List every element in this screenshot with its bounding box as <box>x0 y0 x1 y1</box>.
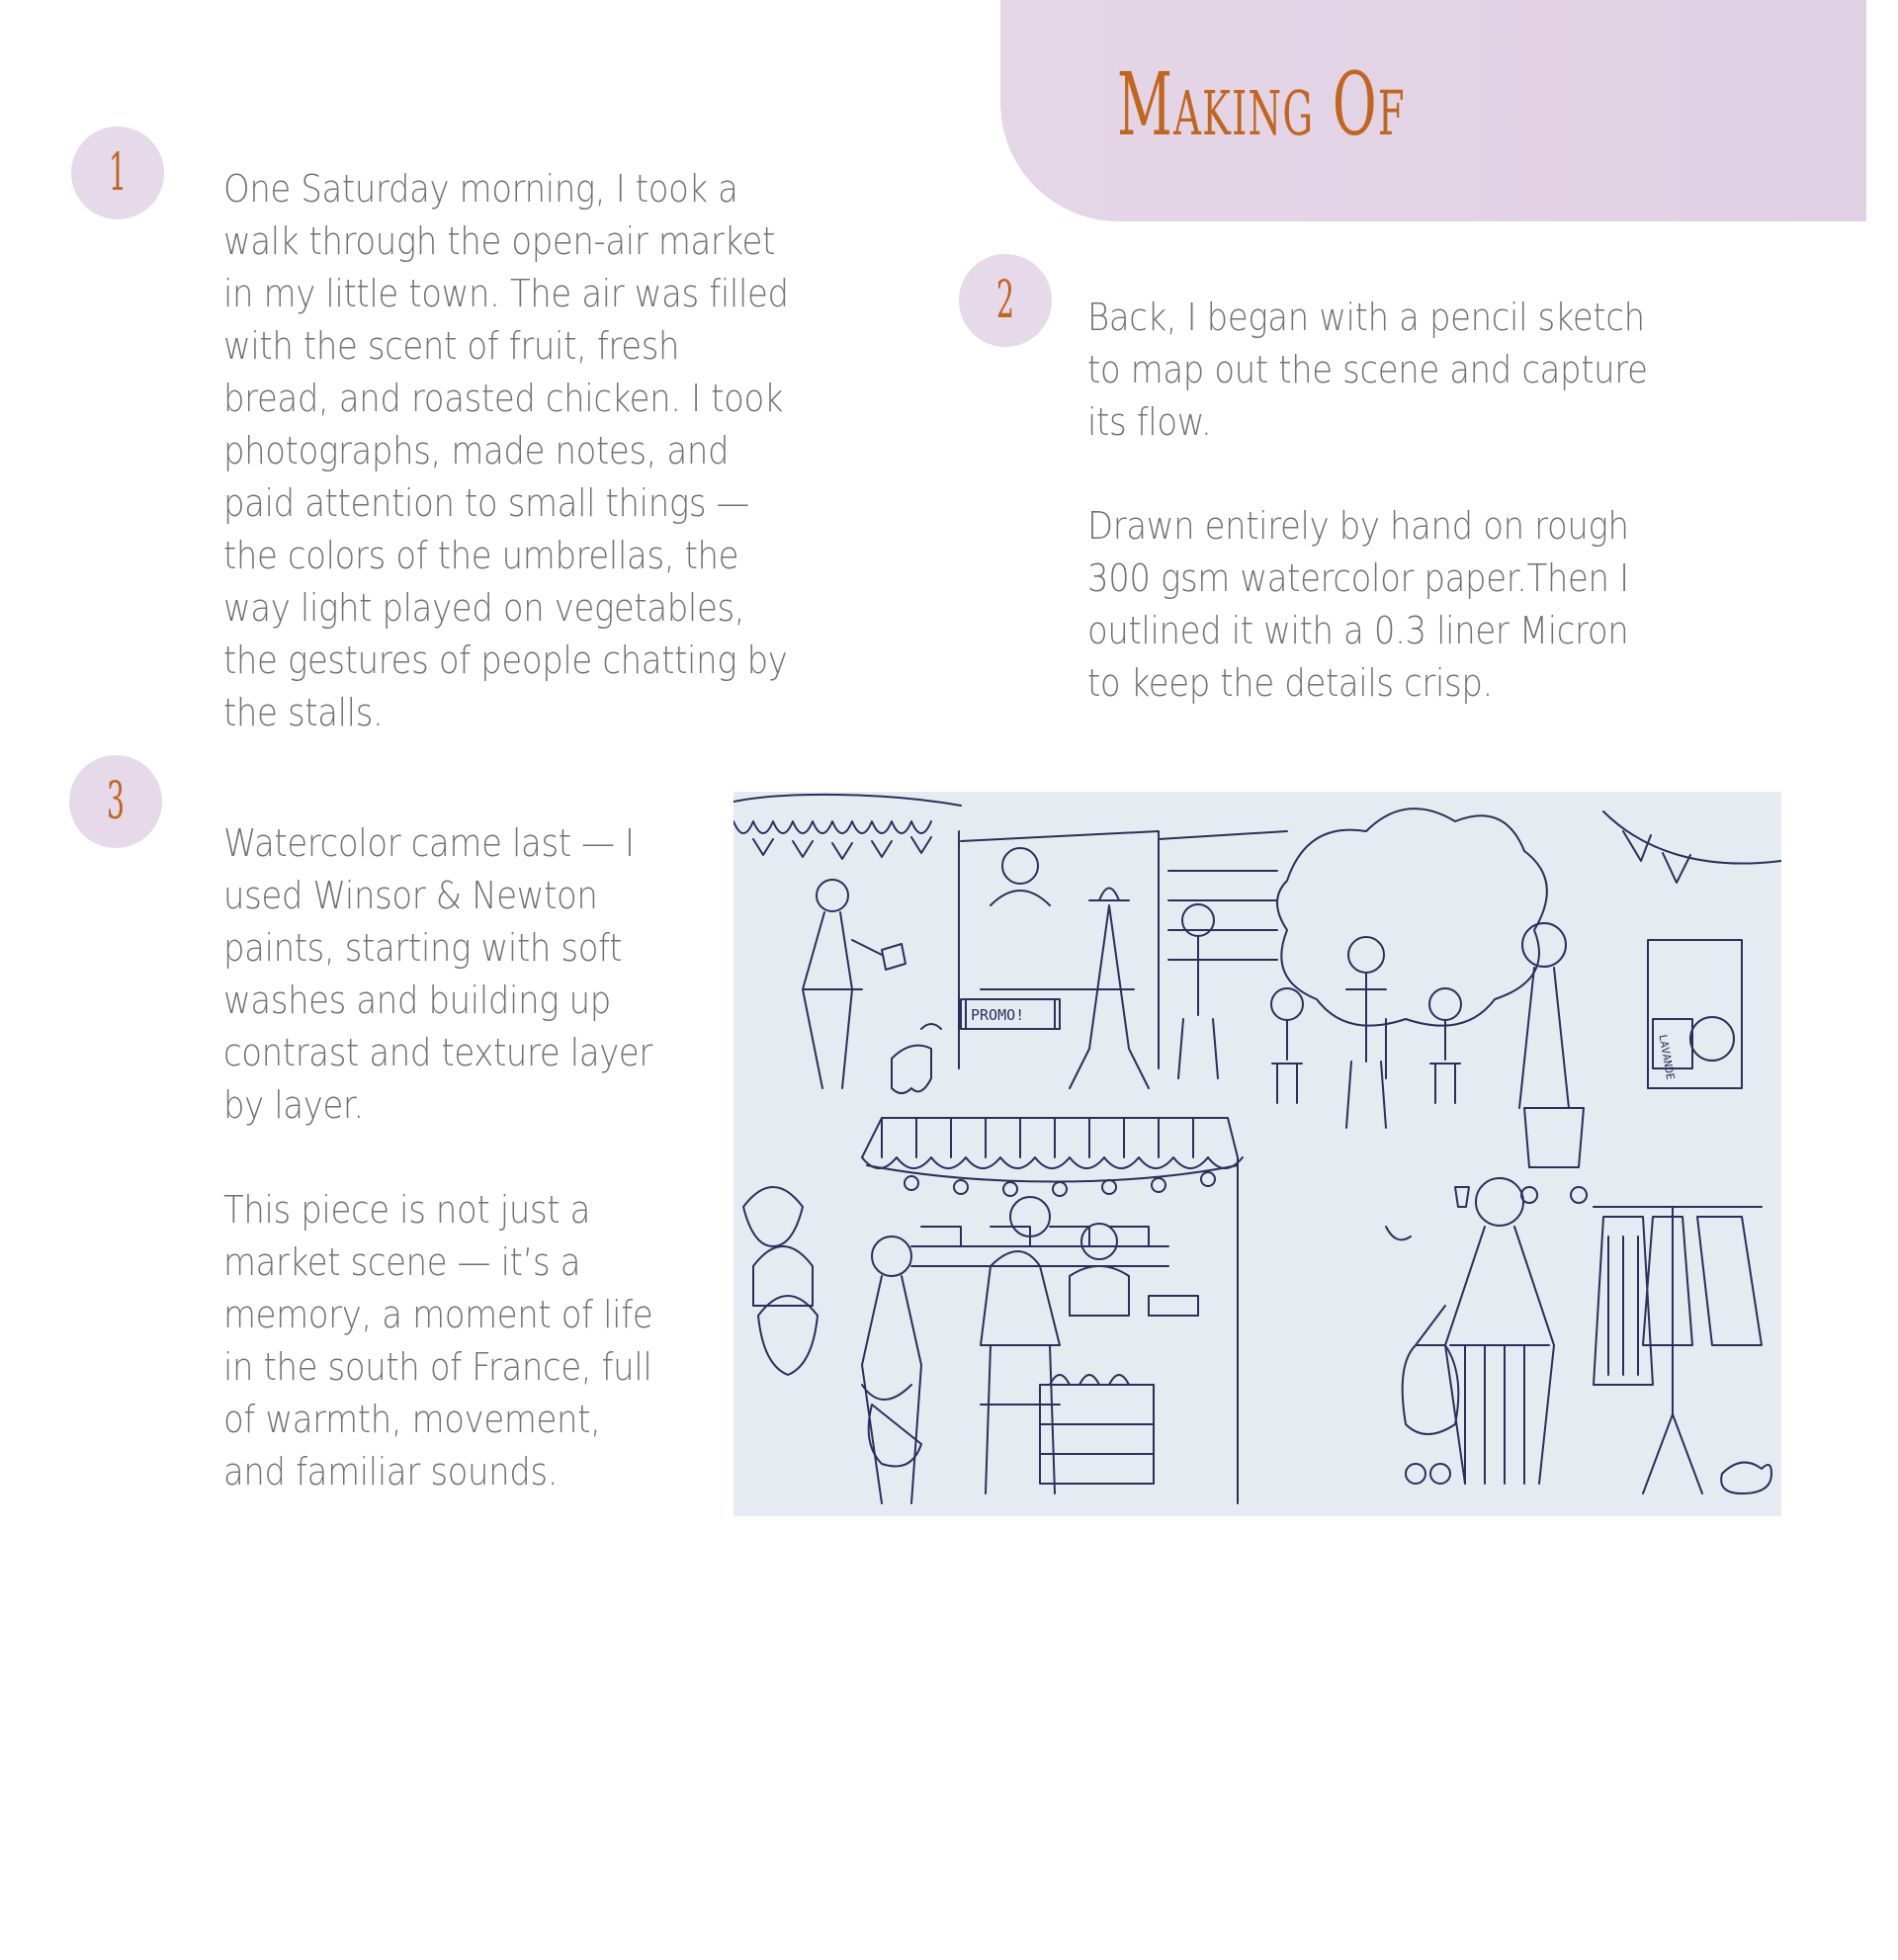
step-2-badge <box>959 254 1052 347</box>
step-3-number: 3 <box>106 772 126 831</box>
sign-lavande: LAVANDE <box>1656 1033 1678 1081</box>
market-sketch <box>733 792 1781 1516</box>
market-illustration <box>733 792 1781 1516</box>
sign-promo: PROMO! <box>971 1006 1025 1024</box>
step-2-paragraph-2: Drawn entirely by hand on rough 300 gsm watercolor paper.Then I outlined it with a 0.3 liner Micron to keep the details crisp. <box>1087 504 1629 706</box>
step-1-number: 1 <box>108 143 128 203</box>
page-title: Making Of <box>1117 53 1406 155</box>
step-2-number: 2 <box>995 271 1015 330</box>
step-1-badge <box>71 127 164 219</box>
step-1-paragraph: One Saturday morning, I took a walk through the open-air market in my little town. The air was filled with the scent of fruit, fresh bread, and roasted chicken. I took photographs, made notes, and paid attention to small things — the colors of the umbrellas, the way light played on vegetables, the gestures of people chatting by the stalls. <box>223 167 789 735</box>
step-3-paragraph-2: This piece is not just a market scene — it’s a memory, a moment of life in the south of France, full of warmth, movement, and familiar sounds. <box>223 1188 653 1494</box>
step-3-paragraph-1: Watercolor came last — I used Winsor & Newton paints, starting with soft washes and building up contrast and texture layer by layer. <box>223 821 653 1128</box>
step-3-badge <box>69 755 162 848</box>
step-2-paragraph-1: Back, I began with a pencil sketch to map out the scene and capture its flow. <box>1087 296 1648 445</box>
